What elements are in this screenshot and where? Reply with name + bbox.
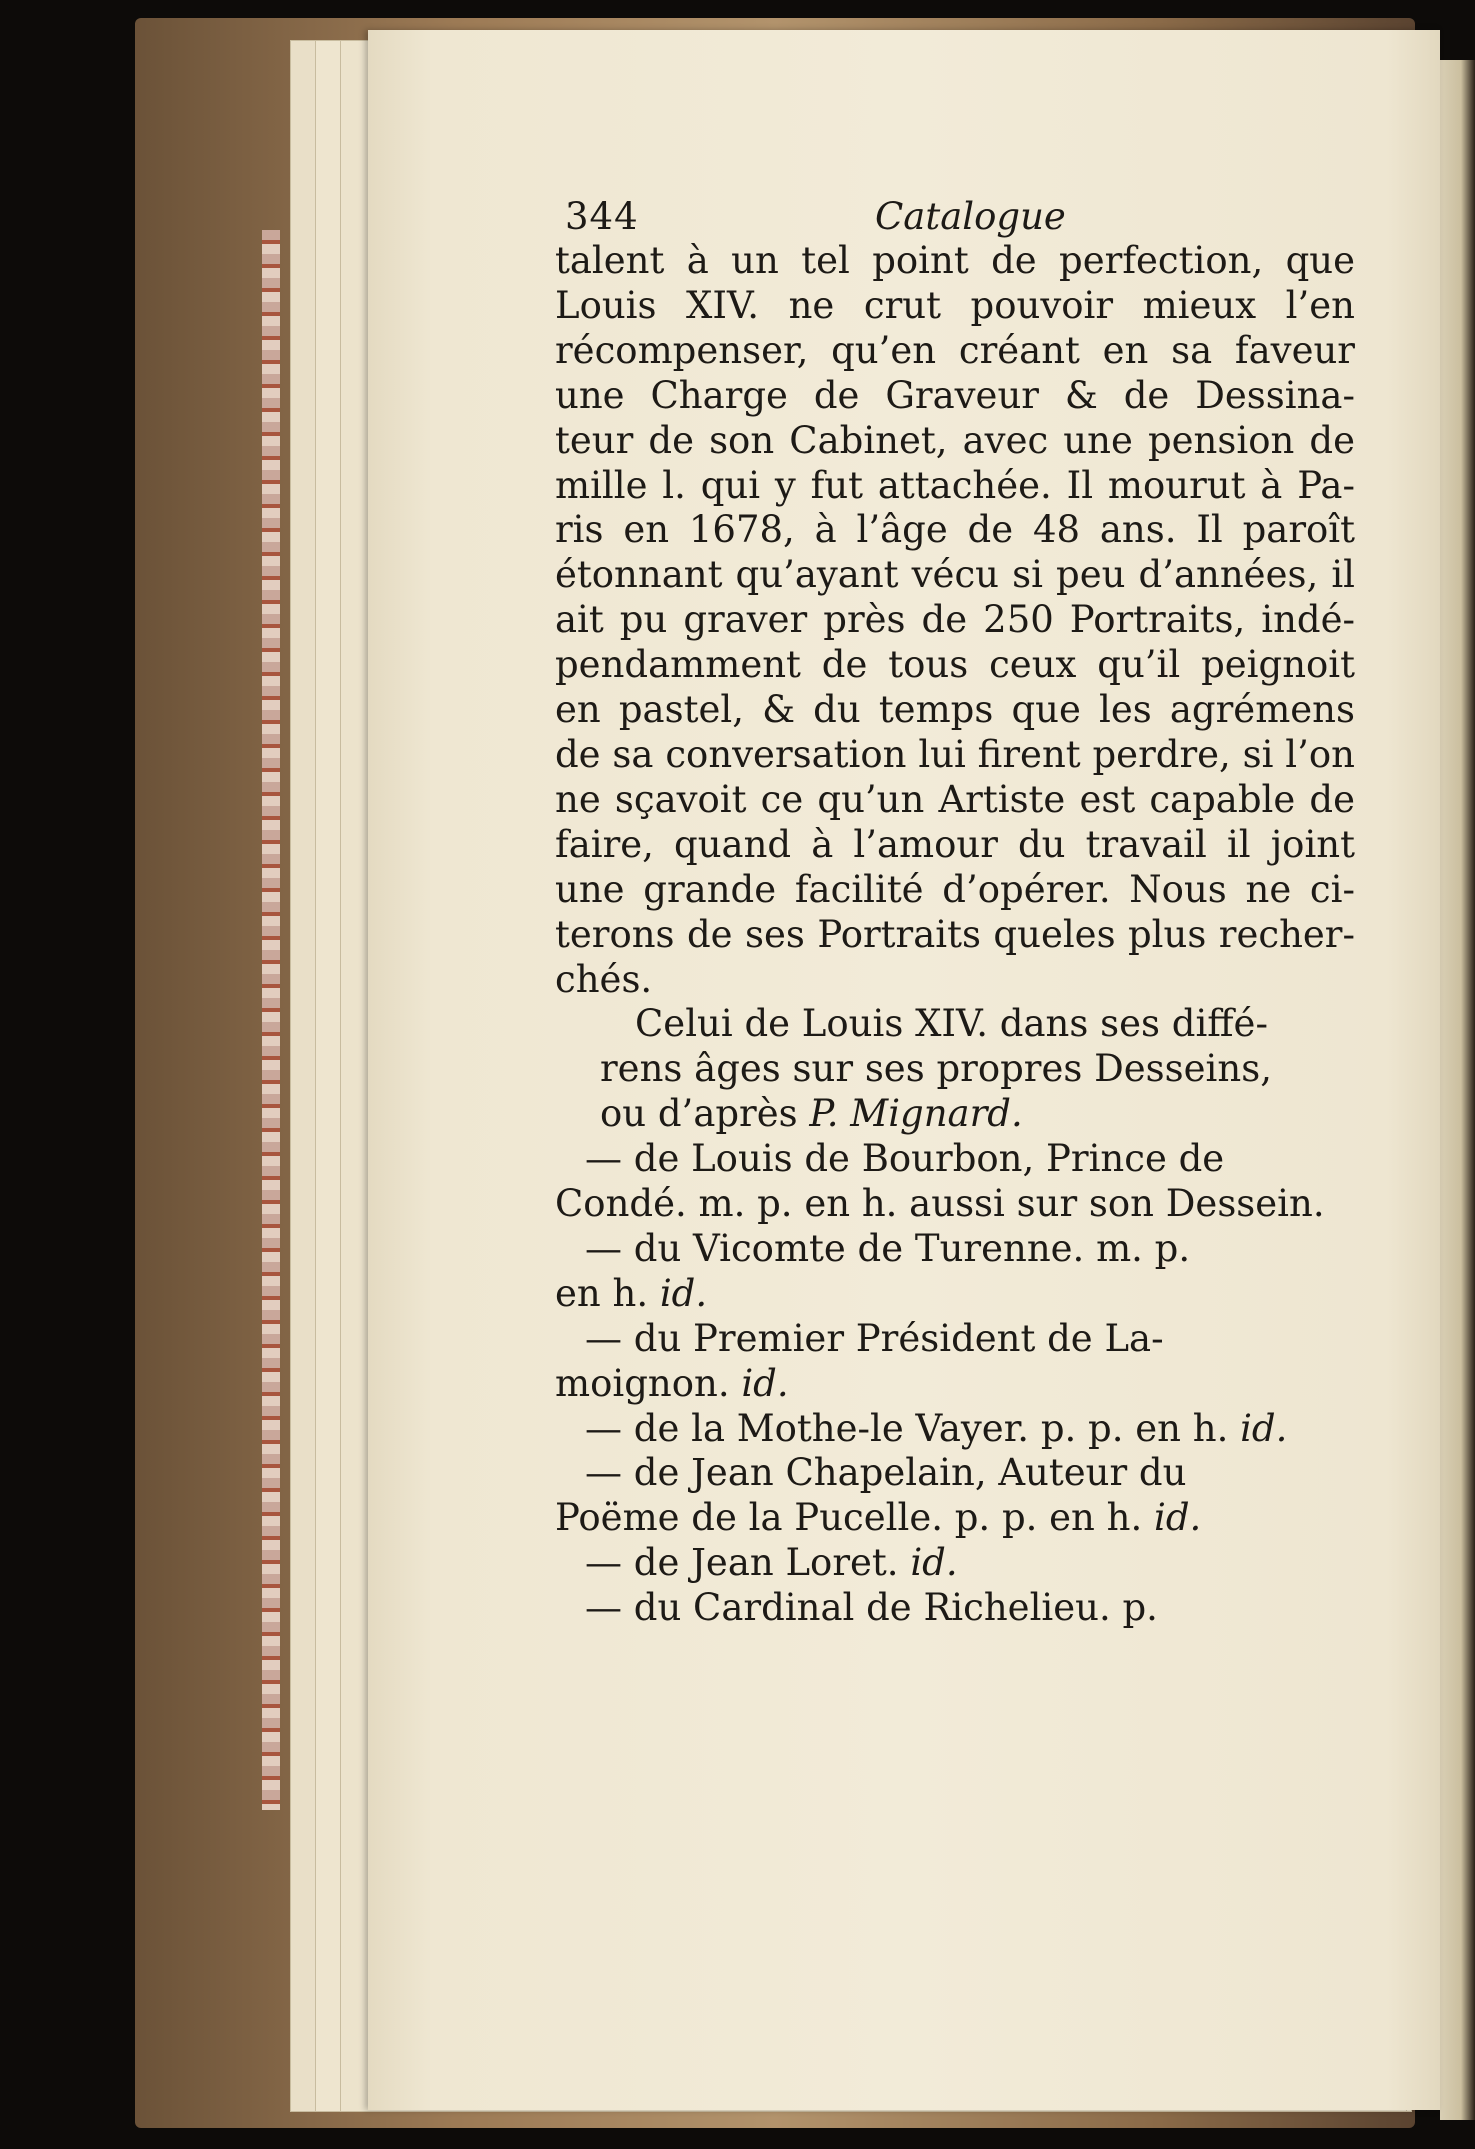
text-line: une Charge de Graveur & de Dessina- <box>555 373 1355 417</box>
text-line: teur de son Cabinet, avec une pension de <box>555 418 1355 462</box>
page-number: 344 <box>565 195 639 238</box>
text-line: pendamment de tous ceux qu’il peignoit <box>555 643 1355 687</box>
text-line: récompenser, qu’en créant en sa faveur <box>555 328 1355 372</box>
text-line: talent à un tel point de perfection, que <box>555 239 1355 282</box>
list-item-text: — de la Mothe-le Vayer. p. p. en h. <box>585 1406 1241 1450</box>
list-item: — de Jean Chapelain, Auteur du <box>585 1451 1187 1495</box>
text-line: faire, quand à l’amour du travail il joint <box>555 822 1355 866</box>
idem-mark: id. <box>910 1541 958 1585</box>
text-line: ris en 1678, à l’âge de 48 ans. Il paroît <box>555 508 1355 552</box>
portrait-list <box>555 1002 1355 1631</box>
list-item: — de Louis de Bourbon, Prince de <box>585 1137 1225 1181</box>
text-line: une grande facilité d’opérer. Nous ne ci- <box>555 867 1355 911</box>
list-item-text: en h. <box>555 1271 660 1315</box>
list-item-text: — de Jean Loret. <box>585 1541 911 1585</box>
idem-mark: id. <box>1154 1496 1202 1540</box>
list-item: — du Vicomte de Turenne. m. p. <box>585 1226 1191 1270</box>
list-item-continuation <box>555 1362 1355 1407</box>
list-item <box>555 1541 1355 1586</box>
text-line: de sa conversation lui firent perdre, si l’on <box>555 732 1355 776</box>
body-paragraph <box>555 239 1355 1002</box>
text-line: étonnant qu’ayant vécu si peu d’années, il <box>555 553 1355 597</box>
text-line: mille l. qui y fut attachée. Il mourut à Pa- <box>555 463 1355 507</box>
list-item-continuation <box>555 1272 1355 1317</box>
idem-mark: id. <box>1240 1406 1288 1450</box>
list-item-continuation: rens âges sur ses propres Desseins, <box>600 1047 1272 1091</box>
list-item: — du Cardinal de Richelieu. p. <box>585 1586 1158 1630</box>
list-item-continuation <box>555 1092 1355 1137</box>
text-line: terons de ses Portraits queles plus recher- <box>555 912 1355 956</box>
list-item-text: Poëme de la Pucelle. p. p. en h. <box>555 1496 1154 1540</box>
page-header <box>555 195 1355 239</box>
list-item: — du Premier Président de La- <box>585 1316 1164 1360</box>
facing-page-edge <box>1440 60 1475 2120</box>
text-line: ait pu graver près de 250 Portraits, indé- <box>555 598 1355 642</box>
text-line: en pastel, & du temps que les agrémens <box>555 688 1355 732</box>
text-line: chés. <box>555 957 653 1001</box>
running-title: Catalogue <box>875 195 1066 238</box>
artist-name: P. Mignard. <box>809 1092 1023 1136</box>
idem-mark: id. <box>741 1361 789 1405</box>
text-line: Louis XIV. ne crut pouvoir mieux l’en <box>555 283 1355 327</box>
marbled-edge <box>262 230 280 1810</box>
list-item <box>555 1407 1355 1452</box>
list-item-continuation <box>555 1496 1355 1541</box>
list-item-text: ou d’après <box>600 1092 810 1136</box>
idem-mark: id. <box>659 1271 708 1315</box>
text-line: ne sçavoit ce qu’un Artiste est capable de <box>555 777 1355 821</box>
list-item-continuation: Condé. m. p. en h. aussi sur son Dessein. <box>555 1182 1325 1226</box>
list-item: Celui de Louis XIV. dans ses diffé- <box>635 1002 1268 1046</box>
page-text <box>555 195 1355 1631</box>
list-item-text: moignon. <box>555 1361 742 1405</box>
